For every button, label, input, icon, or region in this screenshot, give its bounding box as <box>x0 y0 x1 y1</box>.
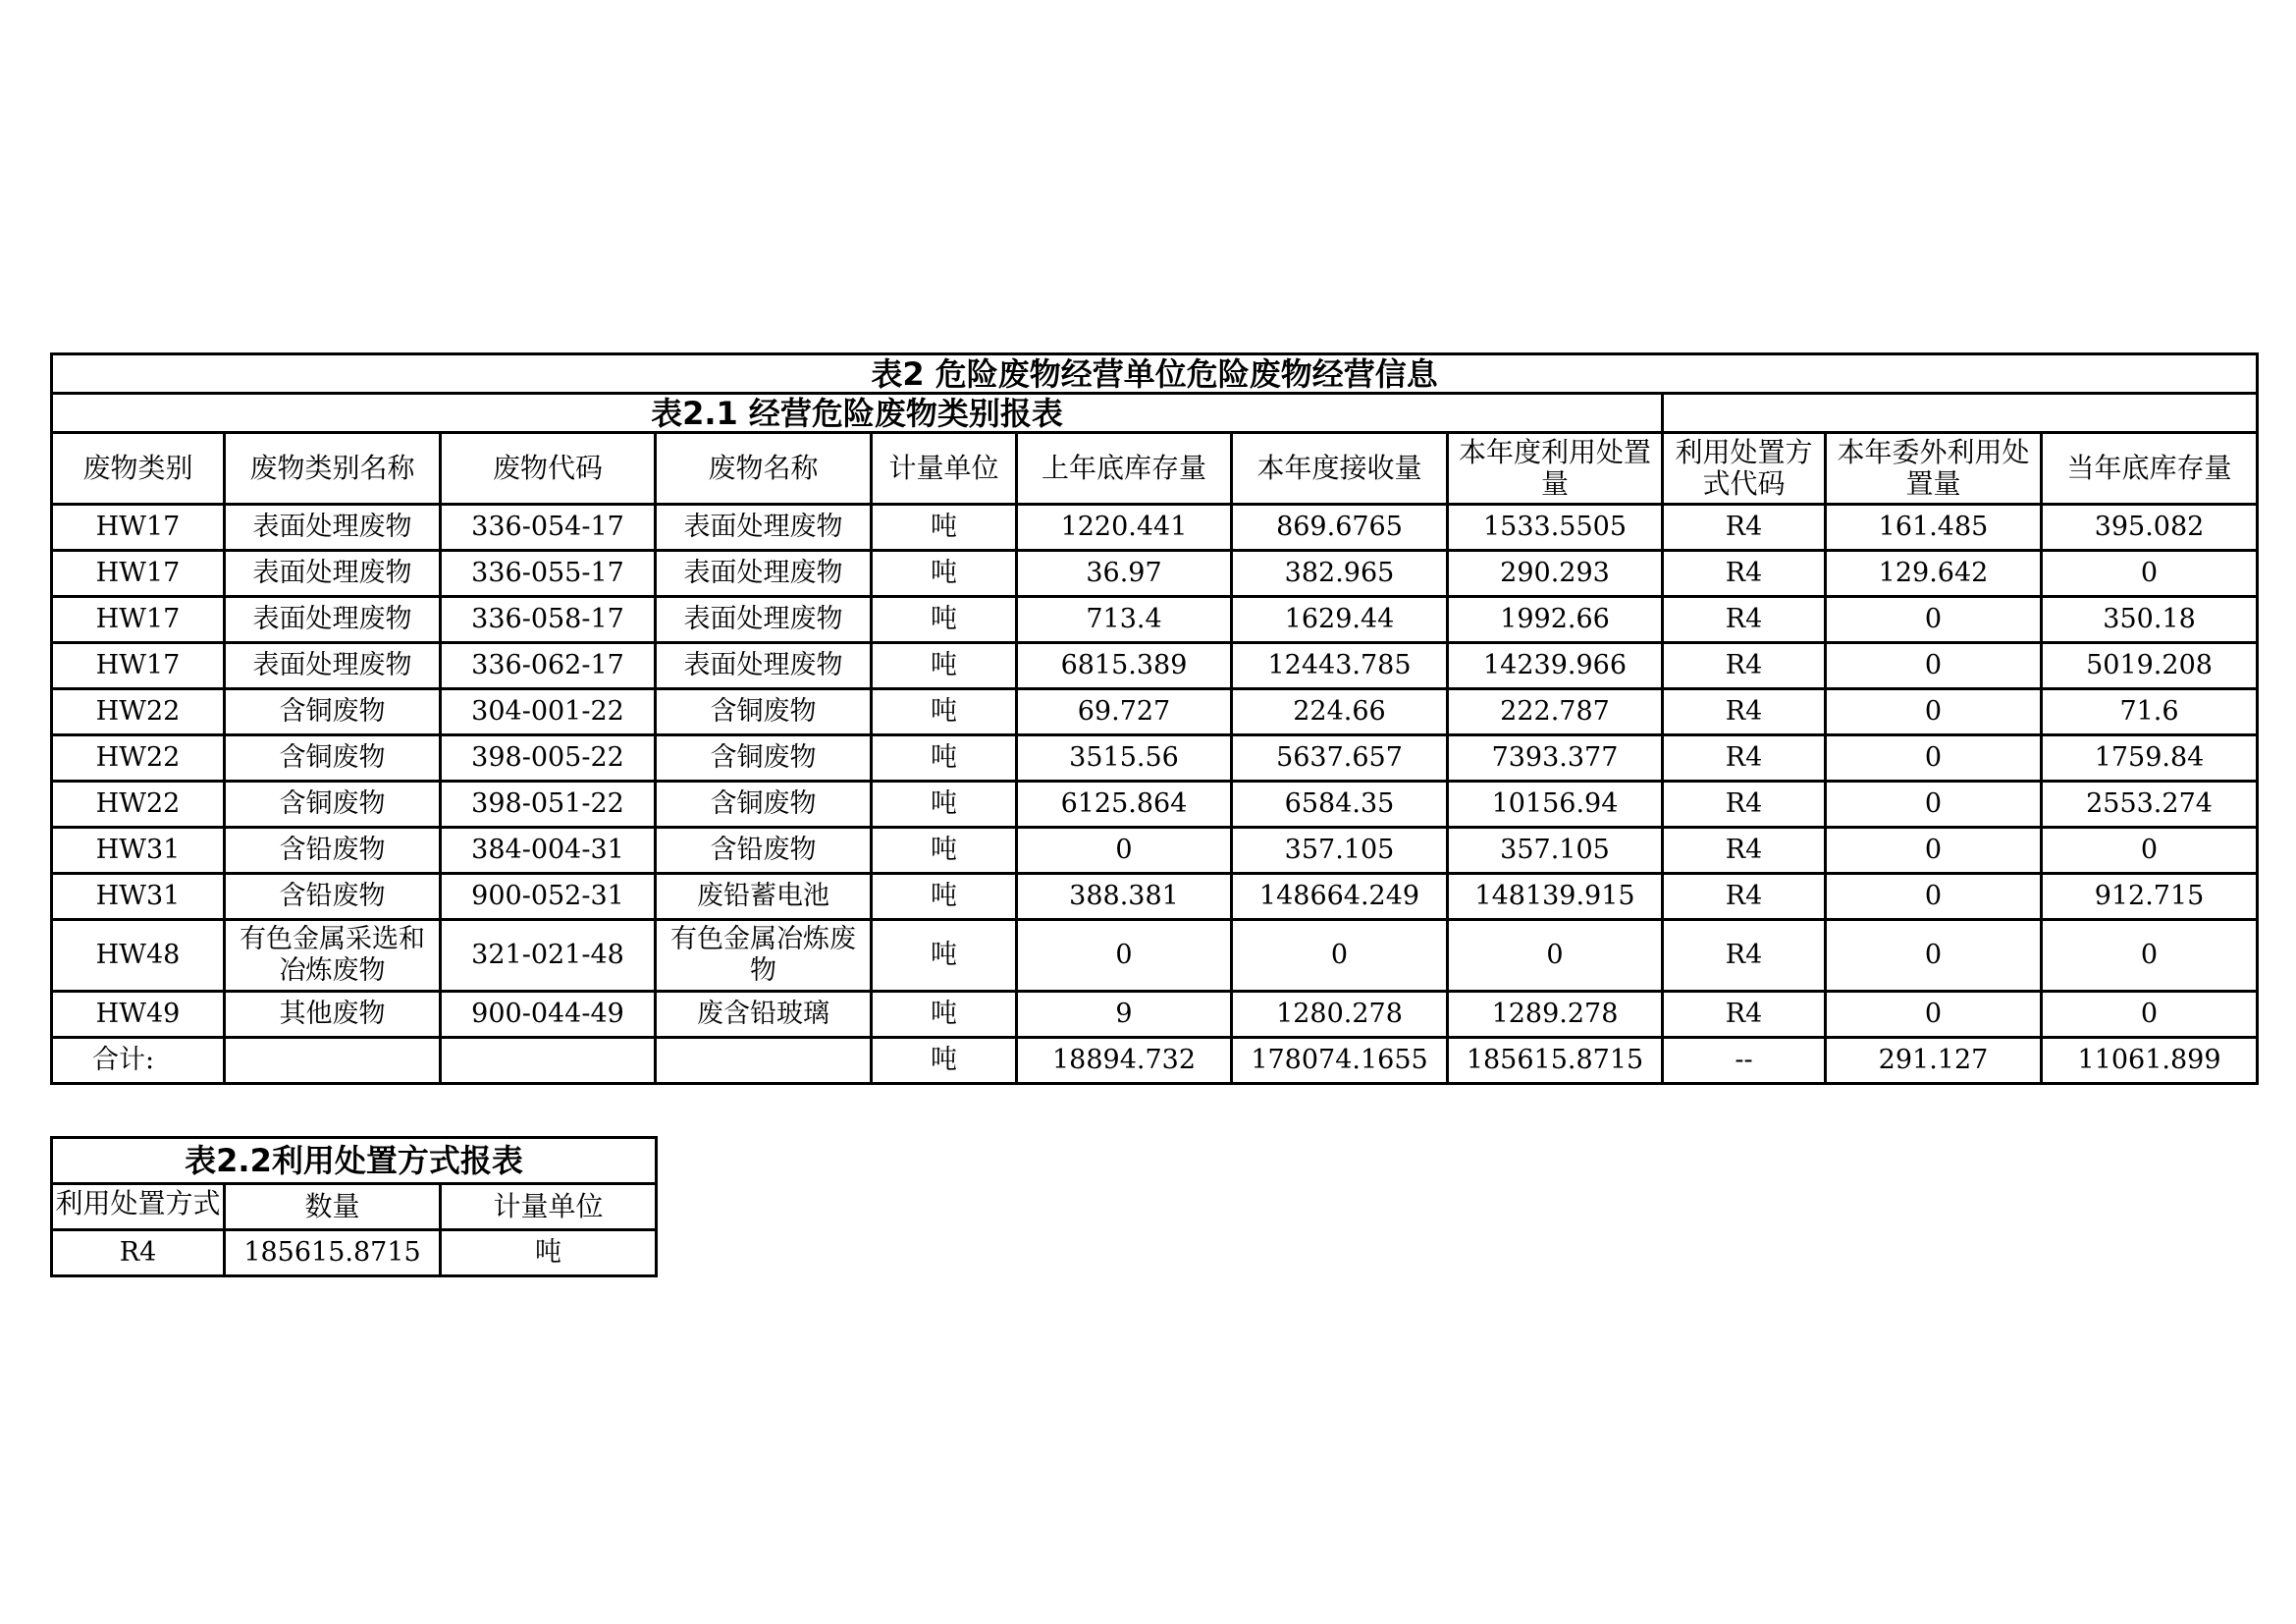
table-cell: 0 <box>1826 828 2042 874</box>
table-cell: 含铜废物 <box>225 735 441 782</box>
table-cell: 398-005-22 <box>441 735 656 782</box>
column-header: 上年底库存量 <box>1017 433 1232 505</box>
column-header: 本年度利用处置量 <box>1448 433 1663 505</box>
table-cell: 0 <box>2042 551 2258 597</box>
table-cell: 0 <box>1448 920 1663 992</box>
table-cell: 0 <box>1826 597 2042 643</box>
table-cell: 0 <box>1017 828 1232 874</box>
total-cell: 178074.1655 <box>1232 1038 1448 1084</box>
table-cell: R4 <box>1663 689 1826 735</box>
table-cell: 表面处理废物 <box>225 551 441 597</box>
table-cell: 3515.56 <box>1017 735 1232 782</box>
table-cell: 吨 <box>872 874 1017 920</box>
table-cell: 224.66 <box>1232 689 1448 735</box>
table-cell: 900-052-31 <box>441 874 656 920</box>
table-cell: 357.105 <box>1448 828 1663 874</box>
table-cell: 吨 <box>872 920 1017 992</box>
table-cell: 6584.35 <box>1232 782 1448 828</box>
table-cell: 5637.657 <box>1232 735 1448 782</box>
column-header <box>52 1184 225 1230</box>
table-cell: 0 <box>1826 920 2042 992</box>
table-cell: 357.105 <box>1232 828 1448 874</box>
table-cell: 161.485 <box>1826 505 2042 551</box>
table-cell: 表面处理废物 <box>225 597 441 643</box>
table-row <box>52 735 2258 782</box>
table-cell: 含铜废物 <box>225 782 441 828</box>
table-cell: 含铜废物 <box>656 735 872 782</box>
table-cell: 吨 <box>872 643 1017 689</box>
table-cell: 222.787 <box>1448 689 1663 735</box>
table-cell: 304-001-22 <box>441 689 656 735</box>
column-header: 废物类别名称 <box>225 433 441 505</box>
table-cell: 0 <box>1826 874 2042 920</box>
table-cell: 0 <box>2042 992 2258 1038</box>
table-cell: 869.6765 <box>1232 505 1448 551</box>
table-cell: 9 <box>1017 992 1232 1038</box>
total-cell: -- <box>1663 1038 1826 1084</box>
total-cell: 吨 <box>872 1038 1017 1084</box>
table-cell: 5019.208 <box>2042 643 2258 689</box>
table-cell: HW17 <box>52 597 225 643</box>
table-cell: HW17 <box>52 505 225 551</box>
table-cell: HW22 <box>52 689 225 735</box>
column-header <box>441 1184 657 1230</box>
table-cell: 吨 <box>872 828 1017 874</box>
table-cell: 900-044-49 <box>441 992 656 1038</box>
table-cell: 含铜废物 <box>225 689 441 735</box>
table-cell: 336-055-17 <box>441 551 656 597</box>
table-cell: R4 <box>1663 643 1826 689</box>
table-cell: 398-051-22 <box>441 782 656 828</box>
table-cell: 有色金属冶炼废物 <box>656 920 872 992</box>
table-cell: 0 <box>1017 920 1232 992</box>
table-subtitle: 表2.1 经营危险废物类别报表 <box>52 394 1663 433</box>
table-cell: 表面处理废物 <box>656 505 872 551</box>
table-row <box>52 782 2258 828</box>
table-cell: 6125.864 <box>1017 782 1232 828</box>
column-header: 利用处置方式代码 <box>1663 433 1826 505</box>
column-header: 废物类别 <box>52 433 225 505</box>
table-cell: 0 <box>1232 920 1448 992</box>
table-row <box>52 689 2258 735</box>
table-row <box>52 920 2258 992</box>
table-cell: 表面处理废物 <box>656 551 872 597</box>
table-cell: 713.4 <box>1017 597 1232 643</box>
column-header: 当年底库存量 <box>2042 433 2258 505</box>
table-cell: 表面处理废物 <box>656 643 872 689</box>
table-cell: 其他废物 <box>225 992 441 1038</box>
table-cell: 吨 <box>872 505 1017 551</box>
table-cell: 表面处理废物 <box>656 597 872 643</box>
column-header-text: 数量 <box>304 1190 360 1222</box>
table-cell: 废铅蓄电池 <box>656 874 872 920</box>
table-cell: 表面处理废物 <box>225 643 441 689</box>
table-cell: 表面处理废物 <box>225 505 441 551</box>
hazardous-waste-category-table <box>50 352 2259 1085</box>
table-cell: 290.293 <box>1448 551 1663 597</box>
table-cell: 1759.84 <box>2042 735 2258 782</box>
table-cell: R4 <box>1663 920 1826 992</box>
table-cell: R4 <box>1663 735 1826 782</box>
table-cell: R4 <box>52 1230 225 1276</box>
column-header-text: 计量单位 <box>493 1190 604 1222</box>
table-cell: 69.727 <box>1017 689 1232 735</box>
table-cell: 336-058-17 <box>441 597 656 643</box>
table-cell: 吨 <box>872 735 1017 782</box>
table-cell: 0 <box>1826 782 2042 828</box>
table-row <box>52 1230 657 1276</box>
table-row <box>52 874 2258 920</box>
table-cell: 含铅废物 <box>225 874 441 920</box>
subtitle-blank-cell <box>1663 394 2258 433</box>
total-cell <box>225 1038 441 1084</box>
table-cell: 148664.249 <box>1232 874 1448 920</box>
table-cell: 含铅废物 <box>656 828 872 874</box>
table-cell: 吨 <box>872 782 1017 828</box>
table-cell: 395.082 <box>2042 505 2258 551</box>
table-cell: 吨 <box>872 689 1017 735</box>
table-row <box>52 551 2258 597</box>
table-cell: 7393.377 <box>1448 735 1663 782</box>
table-cell: 384-004-31 <box>441 828 656 874</box>
table-cell: 含铜废物 <box>656 782 872 828</box>
total-row <box>52 1038 2258 1084</box>
total-cell: 291.127 <box>1826 1038 2042 1084</box>
table-cell: 71.6 <box>2042 689 2258 735</box>
table-cell: 321-021-48 <box>441 920 656 992</box>
table-cell: R4 <box>1663 874 1826 920</box>
table-cell: 吨 <box>872 551 1017 597</box>
total-cell: 185615.8715 <box>1448 1038 1663 1084</box>
table-cell: 0 <box>1826 992 2042 1038</box>
table-cell: 1533.5505 <box>1448 505 1663 551</box>
table-row <box>52 828 2258 874</box>
table-cell: 吨 <box>872 597 1017 643</box>
table-cell: 2553.274 <box>2042 782 2258 828</box>
table-cell: HW31 <box>52 828 225 874</box>
table-cell: 1289.278 <box>1448 992 1663 1038</box>
table-cell: 388.381 <box>1017 874 1232 920</box>
table-cell: 0 <box>1826 643 2042 689</box>
table-cell: 185615.8715 <box>225 1230 441 1276</box>
column-header <box>225 1184 441 1230</box>
table-cell: 含铅废物 <box>225 828 441 874</box>
total-cell: 11061.899 <box>2042 1038 2258 1084</box>
table-cell: 350.18 <box>2042 597 2258 643</box>
table-cell: 1220.441 <box>1017 505 1232 551</box>
table-cell: 129.642 <box>1826 551 2042 597</box>
table-cell: 1992.66 <box>1448 597 1663 643</box>
table-cell: R4 <box>1663 782 1826 828</box>
table-cell: 含铜废物 <box>656 689 872 735</box>
table-cell: R4 <box>1663 992 1826 1038</box>
total-cell <box>441 1038 656 1084</box>
table-row <box>52 597 2258 643</box>
table-cell: 0 <box>1826 735 2042 782</box>
table-cell: R4 <box>1663 828 1826 874</box>
table-cell: 吨 <box>872 992 1017 1038</box>
table-cell: 14239.966 <box>1448 643 1663 689</box>
table-cell: 6815.389 <box>1017 643 1232 689</box>
table-cell: 0 <box>1826 689 2042 735</box>
table-cell: 148139.915 <box>1448 874 1663 920</box>
table-cell: R4 <box>1663 551 1826 597</box>
table-cell: 36.97 <box>1017 551 1232 597</box>
table-cell: HW22 <box>52 782 225 828</box>
table-cell: 1629.44 <box>1232 597 1448 643</box>
column-header-text: 利用处置方式 <box>55 1188 221 1219</box>
table-cell: 10156.94 <box>1448 782 1663 828</box>
table-cell: 0 <box>2042 920 2258 992</box>
column-header: 废物名称 <box>656 433 872 505</box>
table-cell: 吨 <box>441 1230 657 1276</box>
table-cell: R4 <box>1663 597 1826 643</box>
column-header: 废物代码 <box>441 433 656 505</box>
table-cell: 336-054-17 <box>441 505 656 551</box>
table-title: 表2 危险废物经营单位危险废物经营信息 <box>52 354 2258 394</box>
table-row <box>52 992 2258 1038</box>
small-table-title: 表2.2利用处置方式报表 <box>52 1138 657 1184</box>
table-cell: HW31 <box>52 874 225 920</box>
table-cell: 336-062-17 <box>441 643 656 689</box>
column-header: 本年委外利用处置量 <box>1826 433 2042 505</box>
table-cell: HW49 <box>52 992 225 1038</box>
table-cell: HW17 <box>52 551 225 597</box>
table-cell: 382.965 <box>1232 551 1448 597</box>
total-cell: 18894.732 <box>1017 1038 1232 1084</box>
total-label: 合计: <box>52 1038 225 1084</box>
table-cell: HW48 <box>52 920 225 992</box>
table-cell: R4 <box>1663 505 1826 551</box>
column-header: 本年度接收量 <box>1232 433 1448 505</box>
table-row <box>52 505 2258 551</box>
column-header: 计量单位 <box>872 433 1017 505</box>
table-cell: HW22 <box>52 735 225 782</box>
disposal-method-table <box>50 1136 658 1277</box>
table-cell: 12443.785 <box>1232 643 1448 689</box>
table-cell: HW17 <box>52 643 225 689</box>
table-cell: 有色金属采选和冶炼废物 <box>225 920 441 992</box>
total-cell <box>656 1038 872 1084</box>
table-cell: 1280.278 <box>1232 992 1448 1038</box>
table-cell: 废含铅玻璃 <box>656 992 872 1038</box>
table-cell: 912.715 <box>2042 874 2258 920</box>
table-row <box>52 643 2258 689</box>
table-cell: 0 <box>2042 828 2258 874</box>
